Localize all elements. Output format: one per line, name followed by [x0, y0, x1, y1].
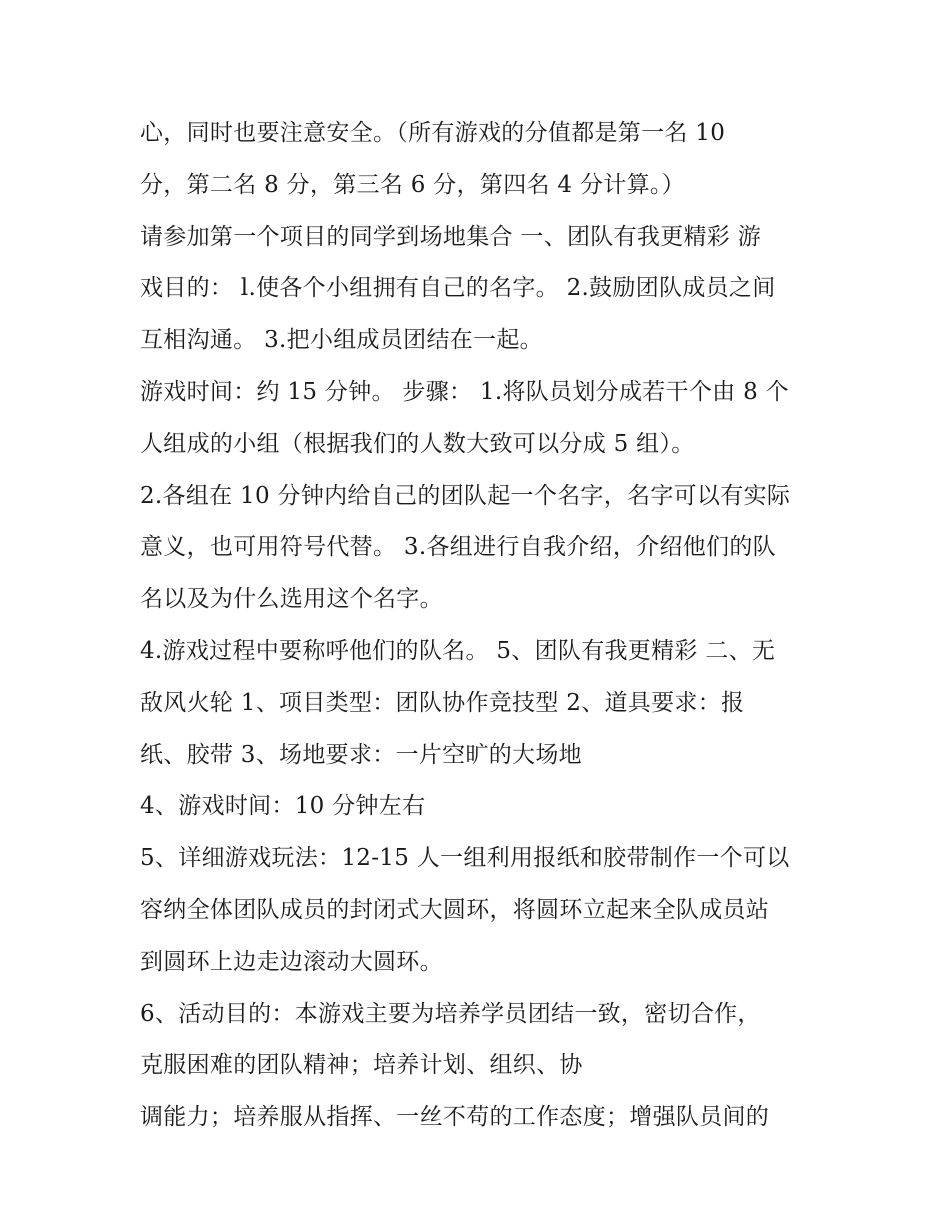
text-line: 人组成的小组（根据我们的人数大致可以分成 5 组）。 — [140, 430, 695, 457]
text-line: 容纳全体团队成员的封闭式大圆环，将圆环立起来全队成员站 — [140, 896, 770, 923]
text-line: 4.游戏过程中要称呼他们的队名。 5、团队有我更精彩 二、无 — [140, 637, 776, 664]
text-line: 到圆环上边走边滚动大圆环。 — [140, 948, 443, 975]
text-line: 2.各组在 10 分钟内给自己的团队起一个名字，名字可以有实际 — [140, 482, 791, 509]
text-line: 5、详细游戏玩法：12-15 人一组利用报纸和胶带制作一个可以 — [140, 845, 790, 872]
text-line: 意义，也可用符号代替。 3.各组进行自我介绍，介绍他们的队 — [140, 534, 776, 561]
text-line: 4、游戏时间：10 分钟左右 — [140, 793, 426, 820]
text-line: 纸、胶带 3、场地要求：一片空旷的大场地 — [140, 741, 582, 768]
text-line: 分，第二名 8 分，第三名 6 分，第四名 4 分计算。） — [140, 171, 685, 198]
text-line: 戏目的： l.使各个小组拥有自己的名字。 2.鼓励团队成员之间 — [140, 275, 776, 302]
text-line: 请参加第一个项目的同学到场地集合 一、团队有我更精彩 游 — [140, 223, 762, 250]
text-line: 游戏时间：约 15 分钟。 步骤： 1.将队员划分成若干个由 8 个 — [140, 378, 789, 405]
text-line: 名以及为什么选用这个名字。 — [140, 586, 443, 613]
text-line: 心，同时也要注意安全。（所有游戏的分值都是第一名 10 — [140, 120, 726, 146]
text-line: 调能力；培养服从指挥、一丝不苟的工作态度；增强队员间的 — [140, 1104, 770, 1131]
body-text — [140, 108, 820, 1144]
text-line: 互相沟通。 3.把小组成员团结在一起。 — [140, 327, 543, 354]
text-line: 克服困难的团队精神；培养计划、组织、协 — [140, 1052, 583, 1079]
text-line: 6、活动目的：本游戏主要为培养学员团结一致，密切合作， — [140, 1000, 761, 1027]
text-line: 敌风火轮 1、项目类型：团队协作竞技型 2、道具要求：报 — [140, 689, 745, 716]
